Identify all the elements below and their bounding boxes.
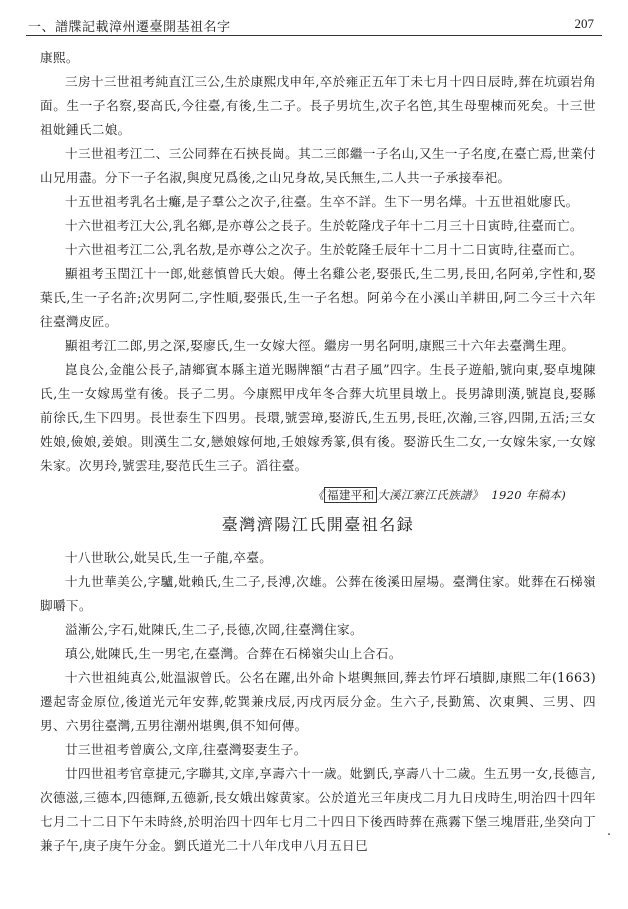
header-rule (26, 35, 602, 36)
paragraph: 溢漸公,字石,妣陳氏,生二子,長德,次岡,往臺灣住家。 (65, 622, 363, 637)
running-title: 一、譜牒記載漳州遷臺開基祖名字 (28, 20, 231, 35)
paragraph: 瑱公,妣陳氏,生一男宅,在臺灣。合葬在石梯嶺尖山上合石。 (65, 646, 402, 661)
page-body (40, 46, 596, 858)
paragraph: 十九世華美公,字驢,妣賴氏,生二子,長溥,次雄。公葬在後溪田屋場。臺灣住家。妣葬在石梯嶺脚嚼下。 (40, 574, 596, 613)
paragraph: 十六世祖純真公,妣温淑曾氏。公名在躍,出外命卜堪輿無回,葬去竹坪石墳脚,康熙二年(1663)遷起寄金原位,後道光元年安葬,乾巽兼戌辰,丙戌丙辰分金。生六子,長勤篤、次東興、三男、四男、六男往臺灣,五男往潮州堪輿,俱不知何傳。 (40, 670, 596, 733)
paragraph: 廿三世祖考曾廣公,文庠,往臺灣娶妻生子。 (65, 742, 307, 757)
source-bracketed-place: 福建平和 (324, 487, 377, 503)
margin-mark: ・ (604, 830, 614, 841)
section-title: 臺灣濟陽江氏開臺祖名録 (221, 515, 415, 534)
source-title: 大溪江寨江氏族譜》 (377, 488, 484, 502)
page-header (26, 13, 602, 35)
paragraph: 十六世祖考江二公,乳名敖,是亦尊公之次子。生於乾隆壬辰年十二月十二日寅時,往臺而亡。 (65, 242, 583, 257)
source-open: 《 (312, 488, 325, 502)
paragraph: 康熙。 (40, 50, 79, 65)
paragraph: 崑良公,金龍公長子,請鄉賓本縣主道光賜牌額“古君子風”四字。生長子遊船,號向東,娶卓塊陳氏,生一女嫁馬堂有後。長子二男。今康熙甲戌年冬合葬大坑里員墩上。長男諱則漢,號崑良,娶縣前徐氏,生下四男。長世泰生下四男。長環,號雲璋,娶游氏,生五男,長旺,次瀚,三容,四開,五活;三女姓娘,儉娘,姜娘。則漢生二女,戀娘嫁何地,壬娘嫁秀篆,俱有後。娶游氏生二女,一女嫁朱家,一女嫁朱家。次男玲,號雲珪,娶范氏生三子。滔往臺。 (40, 362, 596, 473)
paragraph: 十八世耿公,妣吴氏,生一子龍,卒臺。 (65, 550, 273, 565)
paragraph: 顯祖考江二郎,男之深,娶廖氏,生一女嫁大徑。繼房一男名阿明,康熙三十六年去臺灣生理。 (65, 338, 575, 353)
paragraph: 三房十三世祖考純直江三公,生於康熙戊申年,卒於雍正五年丁未七月十四日辰時,葬在坑頭岩角面。生一子名察,娶高氏,今往臺,有後,生二子。長子男坑生,次子名笆,其生母聖棟而死矣。十三世祖妣鍾氏二娘。 (40, 74, 596, 137)
paragraph: 十五世祖考乳名士癱,是子羣公之次子,往臺。生卒不詳。生下一男名燁。十五世祖妣廖氏。 (65, 194, 579, 209)
paragraph: 十三世祖考江二、三公同葬在石挾長崗。其二三郎繼一子名山,又生一子名度,在臺亡焉,世業付山兄用盡。分下一子名淑,與度兄爲後,之山兄身故,吴氏無生,二人共一子承接奉祀。 (40, 146, 596, 185)
paragraph: 廿四世祖考官章捷元,字聯其,文庠,享壽六十一歲。妣劉氏,享壽八十二歲。生五男一女,長德言,次德滋,三德本,四德輝,五德新,長女娥出嫁黄家。公於道光三年庚戌二月九日戌時生,明治四十四年七月二十二日下午未時終,於明治四十四年七月二十四日下後西時葬在燕霧下堡三塊厝莊,坐癸向丁兼子午,庚子庚午分金。劉氏道光二十八年戊申八月五日巳 (40, 766, 596, 853)
paragraph: 十六世祖考江大公,乳名鄉,是亦尊公之長子。生於乾隆戊子年十二月三十日寅時,往臺而亡。 (65, 218, 583, 233)
paragraph: 顯祖考玉閏江十一郎,妣慈慎曾氏大娘。傳土名雞公老,娶張氏,生二男,長田,名阿弟,字性和,娶葉氏,生一子名許;次男阿二,字性順,娶張氏,生一子名想。阿弟今在小溪山羊耕田,阿二今三十六年往臺灣皮匠。 (40, 266, 596, 329)
source-year: 1920 年稿本) (491, 488, 566, 502)
source-citation (40, 484, 566, 506)
page-number: 207 (574, 16, 594, 31)
